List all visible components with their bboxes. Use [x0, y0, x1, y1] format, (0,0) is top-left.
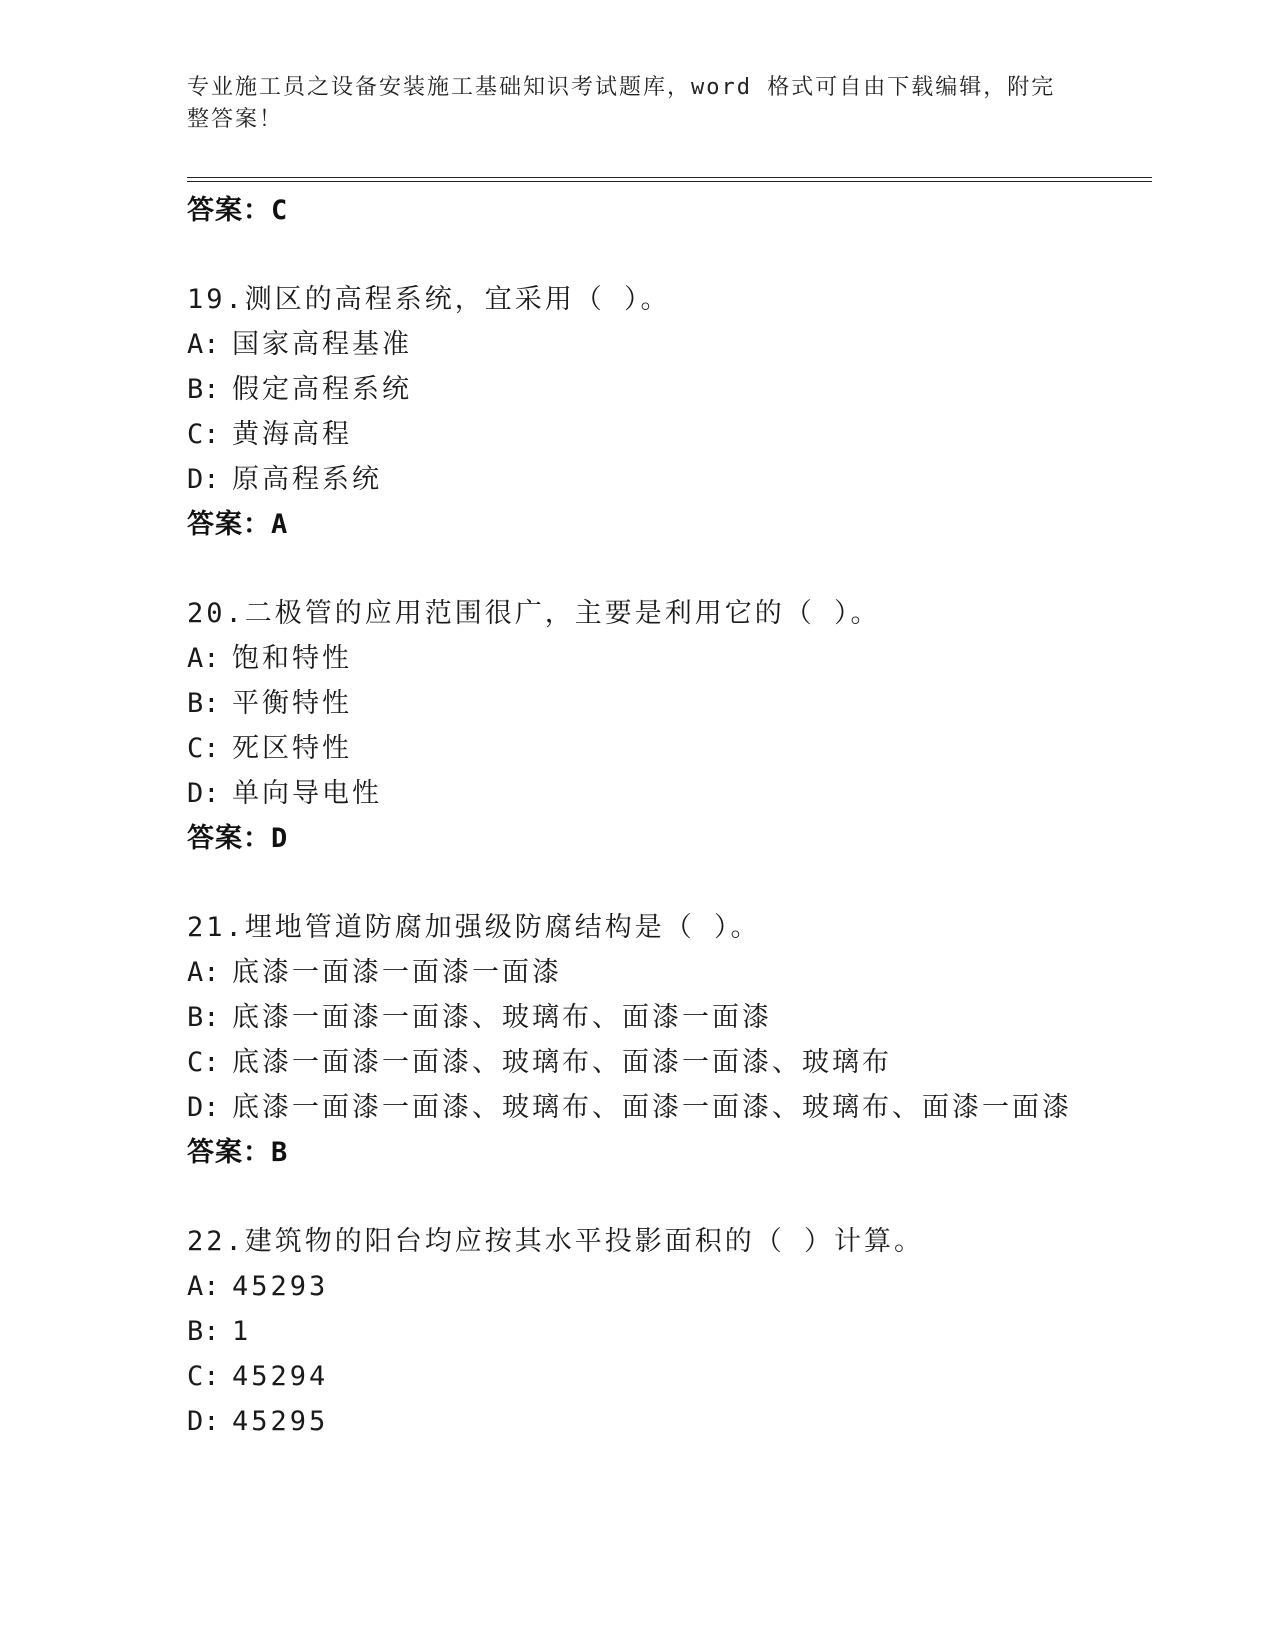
option-a: [187, 1264, 1167, 1309]
option-label: B:: [187, 1002, 220, 1033]
option-text: 1: [232, 1316, 252, 1347]
question-list: [187, 188, 1167, 1488]
question-stem: 21.埋地管道防腐加强级防腐结构是（ ）。: [187, 912, 761, 943]
option-label: A:: [187, 957, 220, 988]
option-label: A:: [187, 643, 220, 674]
option-c: [187, 1354, 1167, 1399]
option-b: [187, 1309, 1167, 1354]
option-label: A:: [187, 329, 220, 360]
header-divider-top: [187, 177, 1152, 178]
option-text: 单向导电性: [232, 778, 382, 809]
option-c: [187, 412, 1167, 457]
option-text: 45294: [232, 1361, 329, 1392]
option-label: D:: [187, 464, 220, 495]
option-text: 黄海高程: [232, 419, 352, 450]
option-text: 国家高程基准: [232, 329, 412, 360]
option-label: A:: [187, 1271, 220, 1302]
option-label: C:: [187, 1047, 220, 1078]
option-d: [187, 1399, 1167, 1444]
option-label: C:: [187, 419, 220, 450]
question-stem: 19.测区的高程系统，宜采用（ ）。: [187, 284, 671, 315]
option-c: [187, 726, 1167, 771]
header-divider-bottom: [187, 181, 1152, 182]
option-text: 死区特性: [232, 733, 352, 764]
question-21: [187, 905, 1167, 1175]
question-22: [187, 1219, 1167, 1444]
option-label: B:: [187, 688, 220, 719]
option-text: 假定高程系统: [232, 374, 412, 405]
option-text: 平衡特性: [232, 688, 352, 719]
header-line-2: 整答案！: [187, 107, 284, 132]
previous-answer: 答案：C: [187, 195, 289, 226]
document-header: [187, 72, 1067, 136]
question-20: [187, 591, 1167, 861]
option-c: [187, 1040, 1167, 1085]
option-text: 底漆一面漆一面漆、玻璃布、面漆一面漆、玻璃布: [232, 1047, 892, 1078]
answer: 答案：B: [187, 1137, 289, 1168]
header-line-1: 专业施工员之设备安装施工基础知识考试题库，word 格式可自由下载编辑，附完: [187, 75, 1056, 100]
option-label: D:: [187, 1092, 220, 1123]
option-label: D:: [187, 1406, 220, 1437]
option-b: [187, 367, 1167, 412]
option-text: 底漆一面漆一面漆、玻璃布、面漆一面漆、玻璃布、面漆一面漆: [232, 1092, 1072, 1123]
option-label: C:: [187, 733, 220, 764]
option-label: B:: [187, 374, 220, 405]
option-text: 45295: [232, 1406, 329, 1437]
option-label: D:: [187, 778, 220, 809]
option-a: [187, 322, 1167, 367]
option-text: 底漆一面漆一面漆一面漆: [232, 957, 562, 988]
question-stem: 22.建筑物的阳台均应按其水平投影面积的（ ）计算。: [187, 1226, 925, 1257]
option-a: [187, 636, 1167, 681]
option-label: C:: [187, 1361, 220, 1392]
option-d: [187, 457, 1167, 502]
answer: 答案：D: [187, 823, 289, 854]
option-d: [187, 1085, 1167, 1130]
option-b: [187, 995, 1167, 1040]
option-d: [187, 771, 1167, 816]
option-a: [187, 950, 1167, 995]
option-text: 原高程系统: [232, 464, 382, 495]
question-stem: 20.二极管的应用范围很广，主要是利用它的（ ）。: [187, 598, 881, 629]
question-19: [187, 277, 1167, 547]
answer: 答案：A: [187, 509, 289, 540]
option-text: 饱和特性: [232, 643, 352, 674]
option-text: 底漆一面漆一面漆、玻璃布、面漆一面漆: [232, 1002, 772, 1033]
option-b: [187, 681, 1167, 726]
option-label: B:: [187, 1316, 220, 1347]
option-text: 45293: [232, 1271, 329, 1302]
